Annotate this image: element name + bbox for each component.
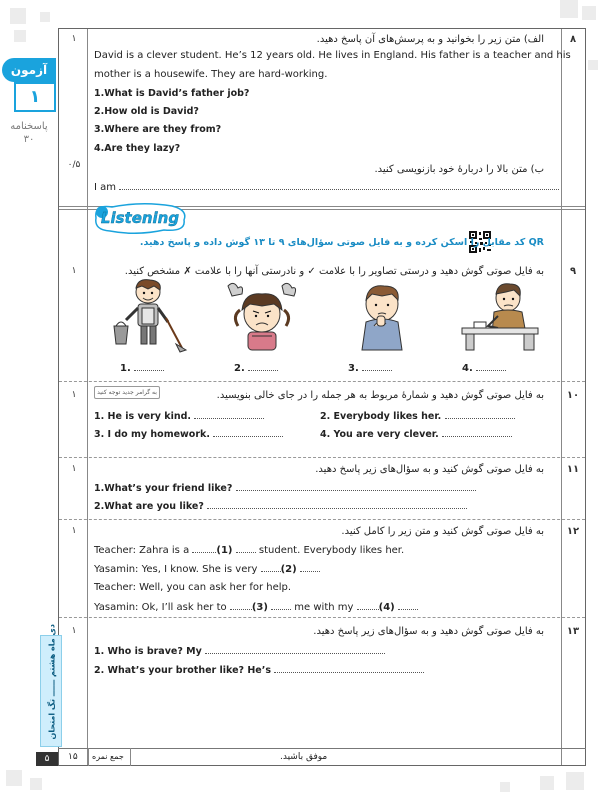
q8-instruction-a: الف) متن زیر را بخوانید و به پرسش‌های آن پاسخ دهید.: [316, 34, 544, 45]
man-at-desk-illustration: [458, 282, 540, 352]
question-number: ۱۳: [566, 626, 580, 637]
decor-square: [10, 8, 26, 24]
answer-blank[interactable]: [274, 664, 424, 673]
q10-instruction: به فایل صوتی گوش دهید و شمارهٔ مربوط به هر جمله را در جای خالی بنویسید.: [216, 390, 544, 401]
decor-square: [14, 30, 26, 42]
decor-square: [540, 776, 554, 790]
exam-label: آزمون: [2, 58, 56, 82]
answer-blank[interactable]: [357, 601, 379, 610]
question-number: ۸: [569, 34, 577, 45]
answer-blank[interactable]: [207, 500, 467, 509]
q11-instruction: به فایل صوتی گوش کنید و به سؤال‌های زیر پاسخ دهید.: [315, 464, 544, 475]
shy-boy-illustration: [346, 280, 418, 352]
answer-blank[interactable]: [192, 544, 216, 553]
q12-line: Teacher: Well, you can ask her for help.: [94, 582, 292, 593]
answer-blank[interactable]: [271, 601, 291, 610]
question-number: ۱۲: [566, 526, 580, 537]
q12-line: Yasamin: Ok, I’ll ask her to (3) me with my (4): [94, 601, 418, 613]
question-number: ۹: [569, 266, 577, 277]
q9-instruction: به فایل صوتی گوش دهید و درستی تصاویر را با علامت ✓ و نادرستی آنها را با علامت ✗ مشخص کنید.: [124, 266, 544, 277]
answer-blank[interactable]: [362, 362, 392, 371]
footer-divider: [130, 748, 131, 766]
q10-item: 1. He is very kind.: [94, 410, 264, 422]
q12-instruction: به فایل صوتی گوش کنید و متن زیر را کامل کنید.: [341, 526, 544, 537]
answer-blank[interactable]: [445, 410, 515, 419]
answer-blank[interactable]: [205, 645, 385, 654]
q10-item: 4. You are very clever.: [320, 428, 512, 440]
answer-blank[interactable]: [194, 410, 264, 419]
question-score: ۱: [71, 526, 77, 536]
q13-question: 2. What’s your brother like? He’s: [94, 664, 424, 676]
page-number: ۵: [36, 752, 58, 766]
q12-line: Teacher: Zahra is a (1) student. Everybody likes her.: [94, 545, 405, 556]
question-score: ۱: [71, 266, 77, 276]
question-score: ۱: [71, 390, 77, 400]
q11-question: 1.What’s your friend like?: [94, 482, 476, 494]
question-number: ۱۱: [566, 464, 580, 475]
q8-question: 3.Where are they from?: [94, 124, 222, 135]
question-number: ۱۰: [566, 390, 580, 401]
listening-title-badge: [92, 202, 188, 234]
grammar-note: به گرامر جدید توجه کنید: [94, 386, 160, 399]
decor-square: [40, 12, 50, 22]
qr-instruction: QR کد مقابل را اسکن کرده و به فایل صوتی سؤال‌های ۹ تا ۱۳ گوش داده و پاسخ دهید.: [139, 237, 544, 248]
answer-blank[interactable]: [230, 601, 252, 610]
decor-square: [500, 782, 510, 792]
picture-label: 3.: [348, 362, 392, 374]
footer-wish: موفق باشید.: [280, 752, 328, 762]
total-score-label: جمع نمره: [92, 752, 124, 761]
question-score: ۰/۵: [67, 160, 81, 170]
angry-girl-illustration: [222, 280, 302, 352]
q13-instruction: به فایل صوتی گوش دهید و به سؤال‌های زیر پاسخ دهید.: [313, 626, 544, 637]
footer-divider: [88, 748, 89, 766]
q8-passage-line: David is a clever student. He’s 12 years old. He lives in England. His father is a teacher and his: [94, 50, 571, 61]
decor-square: [560, 0, 578, 18]
decor-square: [30, 778, 42, 790]
decor-square: [566, 772, 584, 790]
answer-blank[interactable]: [134, 362, 164, 371]
picture-label: 2.: [234, 362, 278, 374]
decor-square: [588, 60, 598, 70]
q11-question: 2.What are you like?: [94, 500, 467, 512]
decor-square: [6, 770, 22, 786]
q8-instruction-b: ب) متن بالا را دربارهٔ خود بازنویسی کنید.: [374, 164, 544, 175]
side-banner: دی ماه هشتم ــــــ تگ امتحان: [40, 635, 62, 747]
q10-item: 3. I do my homework.: [94, 428, 283, 440]
row-divider: [59, 381, 585, 382]
boy-cleaning-illustration: [108, 278, 188, 354]
answer-blank[interactable]: [442, 428, 512, 437]
q13-question: 1. Who is brave? My: [94, 645, 385, 657]
q8-passage-line: mother is a housewife. They are hard-working.: [94, 69, 328, 80]
answer-blank[interactable]: [213, 428, 283, 437]
answer-blank[interactable]: [476, 362, 506, 371]
question-score: ۱: [71, 626, 77, 636]
exam-side-tab: [0, 58, 58, 150]
exam-number: ۱: [14, 82, 56, 112]
listening-title: Listening: [100, 209, 180, 227]
row-divider: [59, 457, 585, 458]
answer-blank[interactable]: [261, 563, 281, 572]
question-score: ۱: [71, 34, 77, 44]
total-score-value: ۱۵: [68, 752, 78, 762]
answer-blank[interactable]: [119, 181, 559, 190]
q12-line: Yasamin: Yes, I know. She is very (2): [94, 563, 320, 575]
picture-label: 1.: [120, 362, 164, 374]
decor-square: [582, 6, 596, 20]
q10-item: 2. Everybody likes her.: [320, 410, 515, 422]
row-divider: [59, 617, 585, 618]
answer-blank[interactable]: [248, 362, 278, 371]
q8-question: 2.How old is David?: [94, 106, 199, 117]
answers-label: پاسخنامه ۳۰: [10, 121, 48, 145]
question-score: ۱: [71, 464, 77, 474]
answer-blank[interactable]: [236, 544, 256, 553]
q8-question: 1.What is David’s father job?: [94, 88, 250, 99]
answer-blank[interactable]: [300, 563, 320, 572]
answer-blank[interactable]: [398, 601, 418, 610]
q8-question: 4.Are they lazy?: [94, 143, 181, 154]
answer-blank[interactable]: [236, 482, 476, 491]
q8-write-line[interactable]: I am: [94, 181, 559, 193]
picture-label: 4.: [462, 362, 506, 374]
row-divider: [59, 519, 585, 520]
